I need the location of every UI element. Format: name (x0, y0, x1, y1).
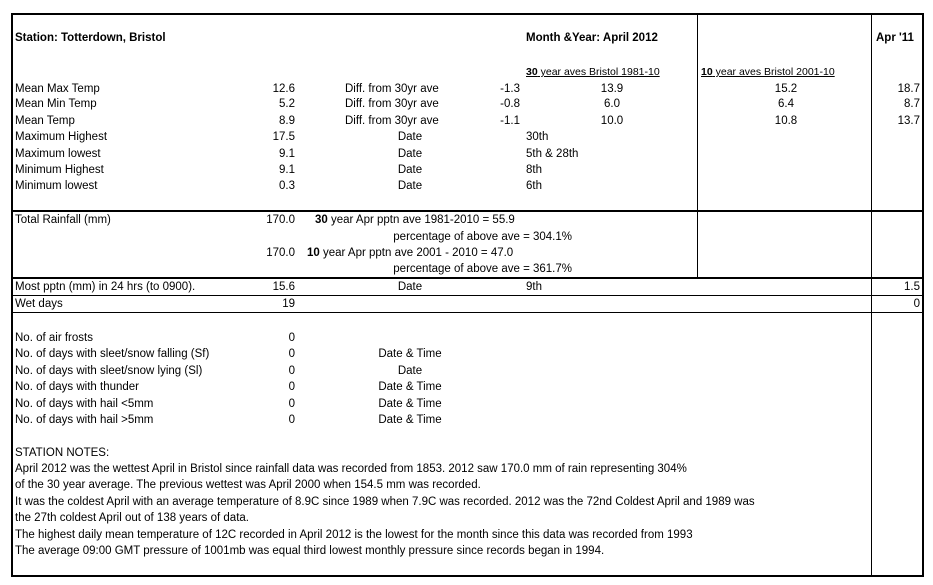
row-value: 12.6 (272, 83, 295, 95)
rain-line-3-num: 10 (307, 247, 320, 259)
station-title: Station: Totterdown, Bristol (15, 32, 166, 44)
row-value: 0.3 (279, 180, 295, 192)
notes-line: The average 09:00 GMT pressure of 1001mb was equal third lowest monthly pressure since records began in 1994. (15, 545, 605, 557)
rain-line-2: percentage of above ave = 304.1% (393, 231, 572, 243)
row-value: 9.1 (279, 164, 295, 176)
top-border (11, 13, 923, 15)
row-ave10: 15.2 (774, 83, 798, 95)
aves10-text: year aves Bristol 2001-10 (712, 66, 835, 78)
aves30-text: year aves Bristol 1981-10 (537, 66, 660, 78)
row-value: 0 (288, 414, 295, 426)
bottom-border (11, 575, 923, 577)
rain-line-4: percentage of above ave = 361.7% (393, 263, 572, 275)
row-label: Mean Max Temp (15, 83, 100, 95)
aves10-header (701, 65, 835, 79)
most-label: Most pptn (mm) in 24 hrs (to 0900). (15, 281, 196, 293)
aves30-header (526, 65, 660, 79)
wet-top-border (11, 295, 923, 296)
row-desc: Diff. from 30yr ave (345, 115, 439, 127)
row-date: 30th (526, 131, 549, 143)
notes-line: The highest daily mean temperature of 12C recorded in April 2012 is the lowest for the month since this data was recorded from 1993 (15, 529, 693, 541)
row-date: 5th & 28th (526, 148, 579, 160)
rain-top-border (11, 210, 923, 212)
row-label: No. of days with hail >5mm (15, 414, 154, 426)
row-ave30: 10.0 (600, 115, 624, 127)
row-ave10: 10.8 (774, 115, 798, 127)
row-diff: -1.1 (500, 115, 520, 127)
row-label: No. of days with hail <5mm (15, 398, 154, 410)
notes-line: It was the coldest April with an average temperature of 8.9C since 1989 when 7.9C was recorded. 2012 was the 72nd Coldest April and 1989 was (15, 496, 755, 508)
row-prev: 13.7 (897, 115, 920, 127)
row-diff: -0.8 (500, 98, 520, 110)
row-desc: Date (397, 180, 423, 192)
row-desc: Date & Time (378, 414, 442, 426)
row-desc: Date & Time (378, 381, 442, 393)
row-value: 0 (288, 332, 295, 344)
row-desc: Diff. from 30yr ave (345, 83, 439, 95)
row-desc: Date (397, 164, 423, 176)
row-label: No. of air frosts (15, 332, 93, 344)
row-desc: Date & Time (378, 398, 442, 410)
notes-line: April 2012 was the wettest April in Bristol since rainfall data was recorded from 1853. 2012 saw 170.0 mm of rain representing 304% (15, 463, 687, 475)
most-desc: Date (397, 281, 423, 293)
row-value: 0 (288, 398, 295, 410)
row-label: No. of days with sleet/snow falling (Sf) (15, 348, 210, 360)
row-desc: Diff. from 30yr ave (345, 98, 439, 110)
row-value: 0 (288, 348, 295, 360)
row-label: Minimum lowest (15, 180, 98, 192)
aves30-num: 30 (526, 66, 538, 78)
row-desc: Date (397, 148, 423, 160)
row-label: No. of days with thunder (15, 381, 140, 393)
notes-line: the 27th coldest April out of 138 years of data. (15, 512, 249, 524)
row-value: 5.2 (279, 98, 295, 110)
rain-line-1-num: 30 (315, 214, 328, 226)
wet-label: Wet days (15, 298, 63, 310)
row-desc: Date & Time (378, 348, 442, 360)
row-value: 8.9 (279, 115, 295, 127)
rain-bottom-border (11, 277, 923, 279)
row-label: Maximum Highest (15, 131, 108, 143)
rain-label: Total Rainfall (mm) (15, 214, 111, 226)
rain-line-3 (307, 246, 513, 260)
row-label: Minimum Highest (15, 164, 104, 176)
most-prev: 1.5 (904, 281, 920, 293)
rain-line-1 (315, 213, 515, 227)
rain-line-1-text: year Apr pptn ave 1981-2010 = 55.9 (327, 214, 515, 226)
notes-line: of the 30 year average. The previous wettest was April 2000 when 154.5 mm was recorded. (15, 479, 481, 491)
row-value: 0 (288, 365, 295, 377)
most-date: 9th (526, 281, 542, 293)
aves10-num: 10 (701, 66, 713, 78)
row-desc: Date (397, 131, 423, 143)
rain-line-3-text: year Apr pptn ave 2001 - 2010 = 47.0 (319, 247, 514, 259)
row-ave10: 6.4 (778, 98, 794, 110)
col-divider-aves10 (697, 13, 698, 278)
row-desc: Date (397, 365, 423, 377)
notes-title: STATION NOTES: (15, 447, 110, 459)
wet-value: 19 (282, 298, 295, 310)
row-prev: 18.7 (897, 83, 920, 95)
prev-year-title: Apr '11 (876, 32, 914, 44)
row-value: 0 (288, 381, 295, 393)
row-value: 9.1 (279, 148, 295, 160)
row-date: 6th (526, 180, 542, 192)
row-label: Maximum lowest (15, 148, 101, 160)
row-date: 8th (526, 164, 542, 176)
rain-value-2: 170.0 (266, 247, 295, 259)
row-label: Mean Temp (15, 115, 75, 127)
row-ave30: 6.0 (604, 98, 620, 110)
row-prev: 8.7 (904, 98, 920, 110)
wet-prev: 0 (913, 298, 920, 310)
wet-bottom-border (11, 312, 923, 313)
row-value: 17.5 (272, 131, 295, 143)
row-diff: -1.3 (500, 83, 520, 95)
row-ave30: 13.9 (600, 83, 624, 95)
month-year-title: Month &Year: April 2012 (526, 32, 658, 44)
rain-value-1: 170.0 (266, 214, 295, 226)
most-value: 15.6 (272, 281, 295, 293)
row-label: No. of days with sleet/snow lying (Sl) (15, 365, 203, 377)
row-label: Mean Min Temp (15, 98, 97, 110)
